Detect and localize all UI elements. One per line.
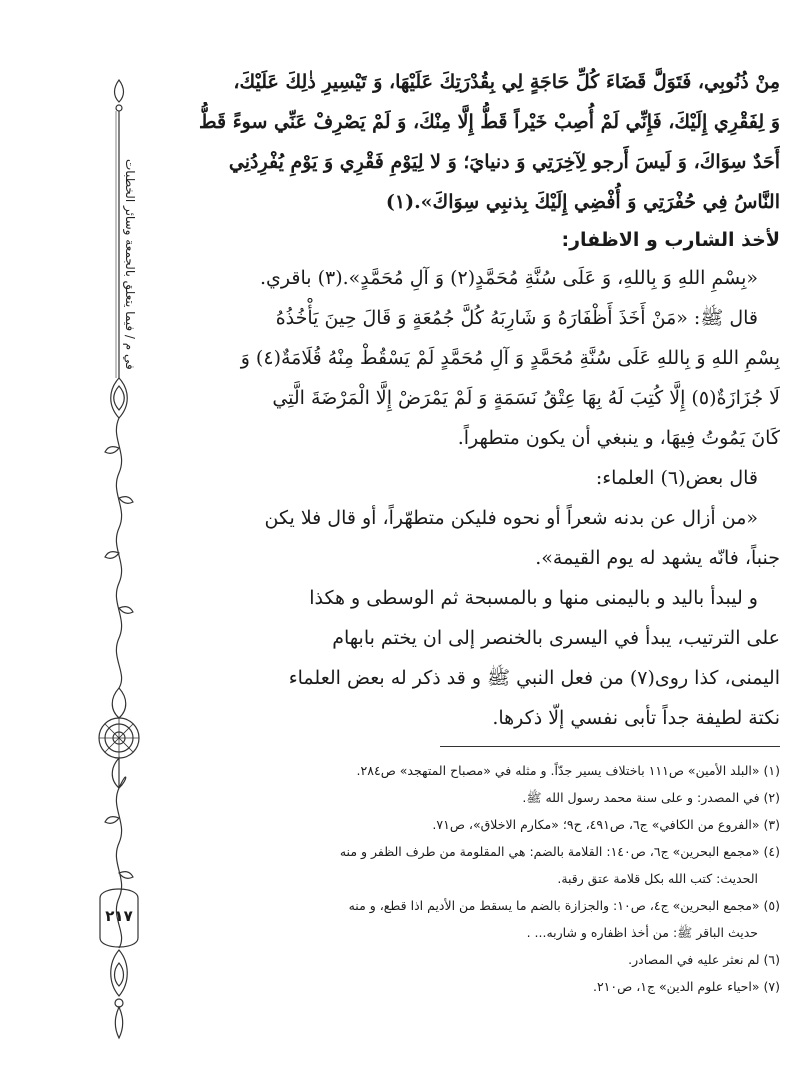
- footnotes: [158, 757, 780, 1000]
- page-number: ٢١٧: [105, 907, 133, 925]
- running-head: في م / فيما يتعلق بالجمعة وسائر الخطبات: [123, 159, 137, 370]
- hadith-line: كَانَ يَمُوتُ فِيهَا، و ينبغي أن يكون متطهراً.: [457, 427, 780, 449]
- prayer-line: وَ لِفَقْرِي إِلَيْكَ، فَإِنِّي لَمْ أُصِبْ خَيْراً قَطُّ إِلَّا مِنْكَ، وَ لَمْ يَصْرِفْ عَنِّي سوءً قَطُّ: [199, 111, 780, 133]
- basmala-line: «بِسْمِ اللهِ وَ بِاللهِ، وَ عَلَى سُنَّةِ مُحَمَّدٍ(٢) وَ آلِ مُحَمَّدٍ».(٣) باقري.: [259, 267, 758, 289]
- hadith-line: بِسْمِ اللهِ وَ بِاللهِ عَلَى سُنَّةِ مُحَمَّدٍ وَ آلِ مُحَمَّدٍ لَمْ يَسْقُطْ مِنْهُ قُلَامَةٌ(٤) وَ: [240, 347, 780, 369]
- prayer-line: النَّاسُ فِي حُفْرَتِي وَ أُفْضِي إِلَيْكَ بِذنبِي سِوَاكَ».(١): [385, 191, 780, 213]
- footnote: (٧) «احياء علوم الدين» ج١، ص٢١٠.: [592, 979, 780, 994]
- footnote-divider: [440, 746, 780, 747]
- footnote: (٢) في المصدر: و على سنة محمد رسول الله ﷺ.: [522, 790, 780, 805]
- footnote-continuation: الحديث: كتب الله بكل قلامة عتق رقبة.: [557, 871, 758, 886]
- prayer-line: أَحَدٌ سِوَاكَ، وَ لَيسَ أَرجو لِآخِرَتِي وَ دنيايَ؛ وَ لا لِيَوْمِ فَقْرِي وَ يَوْمِ يُفْرِدُنِي: [228, 151, 780, 173]
- prayer-line: مِنْ ذُنُوبِي، فَتَوَلَّ قَضَاءَ كُلِّ حَاجَةٍ لِي بِقُدْرَتِكَ عَلَيْهَا، وَ تَيْسِيرِ ذٰلِكَ عَلَيْكَ،: [233, 71, 780, 93]
- footnote: (١) «البلد الأمين» ص١١١ باختلاف يسير جدّاً. و مثله في «مصباح المتهجد» ص٢٨٤.: [356, 763, 780, 778]
- footnote: (٦) لم نعثر عليه في المصادر.: [628, 952, 780, 967]
- order-line: على الترتيب، يبدأ في اليسرى بالخنصر إلى ان يختم بابهام: [332, 627, 780, 649]
- section-heading: لأخذ الشارب و الاظفار:: [561, 229, 780, 251]
- footnote-continuation: حديث الباقر ﷺ: من أخذ اظفاره و شاربه... .: [526, 925, 758, 940]
- footnote: (٥) «مجمع البحرين» ج٤، ص١٠: والجزازة بالضم ما يسقط من الأديم اذا قطع، و منه: [348, 898, 780, 913]
- order-line: نكتة لطيفة جداً تأبى نفسي إلّا ذكرها.: [492, 707, 780, 729]
- order-line: اليمنى، كذا روى(٧) من فعل النبي ﷺ و قد ذكر له بعض العلماء: [288, 667, 780, 689]
- footnote: (٤) «مجمع البحرين» ج٦، ص١٤٠: القلامة بالضم: هي المقلومة من طرف الظفر و منه: [339, 844, 780, 859]
- footnote: (٣) «الفروع من الكافي» ج٦، ص٤٩١، ح٩؛ «مكارم الاخلاق»، ص٧١.: [432, 817, 780, 832]
- scholar-intro: قال بعض(٦) العلماء:: [595, 467, 758, 489]
- hadith-line: قال ﷺ: «مَنْ أَخَذَ أَظْفَارَهُ وَ شَارِبَهُ كُلَّ جُمُعَةٍ وَ قَالَ حِينَ يَأْخُذُهُ: [275, 307, 758, 329]
- main-text: [158, 62, 780, 738]
- scholar-quote-line: «من أزال عن بدنه شعراً أو نحوه فليكن متطهّراً، أو قال فلا يكن: [264, 507, 758, 529]
- order-line: و ليبدأ باليد و باليمنى منها و بالمسبحة ثم الوسطى و هكذا: [309, 587, 758, 609]
- scholar-quote-line: جنباً، فانّه يشهد له يوم القيمة».: [535, 547, 780, 569]
- hadith-line: لَا جُزَازَةٌ(٥) إِلَّا كُتِبَ لَهُ بِهَا عِتْقُ نَسَمَةٍ وَ لَمْ يَمْرَضْ إِلَّا الْمَرْضَةَ الَّتِي: [272, 387, 780, 409]
